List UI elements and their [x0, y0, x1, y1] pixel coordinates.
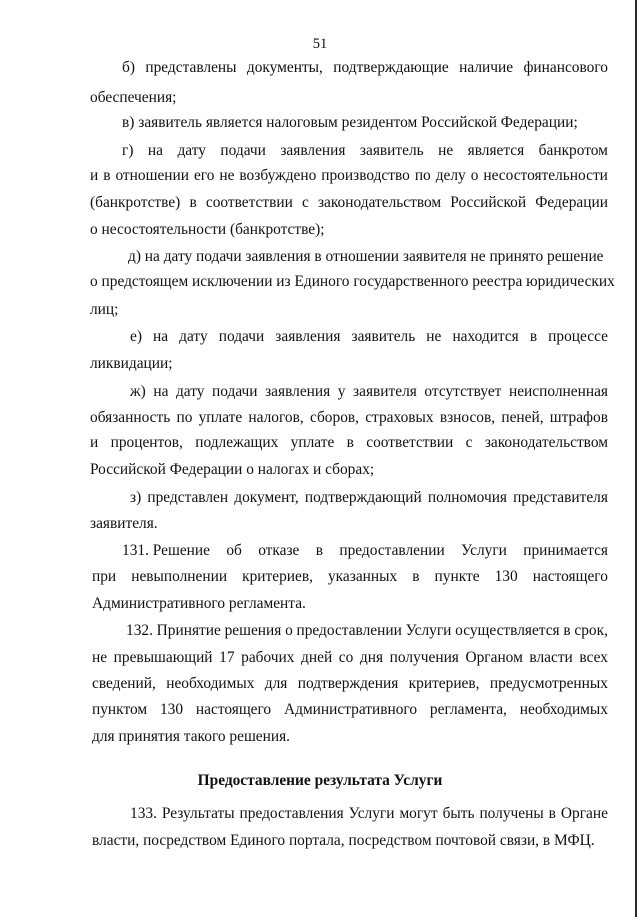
word: об — [226, 542, 242, 559]
word: подтверждения — [297, 675, 399, 692]
word: принимается — [523, 542, 608, 559]
word: в — [346, 434, 354, 451]
word: несостоятельности — [483, 167, 608, 184]
word: получены — [479, 805, 544, 822]
word: сведений, — [92, 675, 156, 692]
word: Принятие — [156, 622, 221, 639]
text-line: власти, посредством Единого портала, посредством почтовой связи, в МФЦ. — [92, 832, 595, 849]
word: регламента, — [429, 701, 507, 718]
text-line — [126, 621, 608, 641]
word: дату — [175, 383, 205, 400]
word: пункте — [434, 568, 480, 585]
word: г) — [122, 142, 134, 159]
word: дату — [177, 142, 206, 159]
text-line — [92, 700, 608, 720]
word: на — [153, 328, 169, 345]
word: Результаты — [161, 805, 235, 822]
word: 133. — [130, 805, 157, 822]
text-line — [122, 141, 608, 161]
word: не — [219, 167, 235, 184]
word: возбуждено — [239, 167, 317, 184]
word: законодательством — [317, 194, 442, 211]
word: заявления — [265, 383, 331, 400]
word: о — [285, 622, 293, 639]
text-line: ликвидации; — [90, 355, 173, 372]
text-line — [92, 674, 608, 694]
word: налогов, — [248, 409, 304, 426]
word: заявителя — [353, 383, 417, 400]
text-line — [92, 648, 608, 668]
word: процессе — [548, 328, 608, 345]
word: на — [147, 142, 163, 159]
word: 130 — [159, 701, 184, 718]
word: подачи — [220, 142, 266, 159]
word: на — [153, 383, 169, 400]
word: Административного — [284, 701, 418, 718]
word: Услуги — [461, 542, 507, 559]
word: подачи — [218, 328, 265, 345]
word: в — [412, 568, 420, 585]
word: в — [315, 542, 324, 559]
text-line — [130, 804, 608, 824]
word: необходимых — [166, 675, 255, 692]
text-line — [130, 382, 608, 402]
word: дней — [301, 649, 333, 666]
word: в — [548, 805, 556, 822]
word: наличие — [459, 59, 514, 76]
word: 131. Решение — [122, 542, 210, 559]
word: Услуги — [348, 805, 395, 822]
word: является — [467, 142, 525, 159]
text-line — [130, 327, 608, 347]
word: в — [563, 622, 571, 639]
text-line: Российской Федерации о налогах и сборах; — [90, 461, 375, 478]
word: уплате — [198, 409, 243, 426]
text-line: о предстоящем исключении из Единого государственного реестра юридических — [90, 273, 615, 290]
word: невыполнении — [131, 568, 228, 585]
word: дату — [179, 328, 208, 345]
word: дня — [359, 649, 384, 666]
word: его — [193, 167, 215, 184]
word: соответствии — [205, 194, 293, 211]
word: делу — [435, 167, 466, 184]
word: быть — [442, 805, 475, 822]
word: пунктом — [92, 701, 148, 718]
text-line: д) на дату подачи заявления в отношении заявителя не принято решение — [128, 248, 604, 265]
word: предусмотренных — [489, 675, 608, 692]
text-line: в) заявитель является налоговым резидентом Российской Федерации; — [122, 114, 578, 131]
word: взносов, — [439, 409, 496, 426]
word: могут — [399, 805, 438, 822]
word: заявления — [275, 328, 341, 345]
word: и — [90, 434, 99, 451]
word: власти — [529, 649, 573, 666]
word: по — [414, 167, 431, 184]
text-line — [90, 433, 608, 453]
section-heading: Предоставление результата Услуги — [197, 772, 443, 789]
word: не — [92, 649, 108, 666]
word: Органом — [465, 649, 523, 666]
word: решения — [224, 622, 282, 639]
word: процентов, — [110, 434, 183, 451]
word: документы, — [246, 59, 323, 76]
word: отказе — [258, 542, 300, 559]
word: производство — [321, 167, 410, 184]
word: со — [338, 649, 354, 666]
word: обязанность — [90, 409, 171, 426]
word: осуществляется — [455, 622, 560, 639]
word: пеней, — [501, 409, 544, 426]
word: е) — [130, 328, 142, 345]
word: з) — [130, 489, 142, 506]
word: подачи — [212, 383, 258, 400]
word: соответствии — [366, 434, 454, 451]
text-line — [90, 166, 608, 186]
word: предоставлении — [339, 542, 445, 559]
word: представлен — [147, 489, 229, 506]
word: у — [337, 383, 346, 400]
word: по — [176, 409, 193, 426]
word: документ, — [234, 489, 299, 506]
word: заявления — [280, 142, 346, 159]
word: подтверждающие — [333, 59, 449, 76]
word: 132. — [126, 622, 153, 639]
word: при — [92, 568, 117, 585]
word: финансового — [523, 59, 608, 76]
word: предоставления — [239, 805, 344, 822]
word: законодательством — [484, 434, 608, 451]
word: о — [470, 167, 479, 184]
word: с — [465, 434, 473, 451]
word: представлены — [145, 59, 237, 76]
word: и — [90, 167, 99, 184]
word: настоящего — [532, 568, 608, 585]
word: предоставлении — [296, 622, 402, 639]
word: в — [103, 167, 111, 184]
word: срок, — [574, 622, 608, 639]
word: отсутствует — [424, 383, 502, 400]
text-line — [130, 488, 608, 508]
word: Российской — [450, 194, 527, 211]
text-line: заявителя. — [90, 515, 158, 532]
text-line: лиц; — [90, 301, 119, 318]
word: с — [301, 194, 309, 211]
word: подлежащих — [195, 434, 279, 451]
word: ж) — [130, 383, 146, 400]
word: превышающий — [113, 649, 213, 666]
word: неисполненная — [508, 383, 608, 400]
word: штрафов — [549, 409, 608, 426]
text-line: о несостоятельности (банкротстве); — [90, 221, 325, 238]
word: уплате — [290, 434, 335, 451]
word: указанных — [327, 568, 398, 585]
text-line — [122, 58, 608, 78]
word: отношении — [115, 167, 189, 184]
word: заявитель — [351, 328, 416, 345]
word: полномочия — [427, 489, 508, 506]
word: всех — [579, 649, 608, 666]
word: критериев, — [408, 675, 480, 692]
word: рабочих — [241, 649, 295, 666]
text-line: для принятия такого решения. — [92, 728, 291, 745]
word: Органе — [560, 805, 608, 822]
text-line: Административного регламента. — [92, 595, 306, 612]
text-line: обеспечения; — [90, 89, 177, 106]
word: необходимых — [519, 701, 608, 718]
word: банкротом — [538, 142, 608, 159]
word: Услуги — [405, 622, 452, 639]
word: в — [529, 328, 538, 345]
word: не — [438, 142, 454, 159]
word: 17 — [219, 649, 235, 666]
word: представителя — [513, 489, 608, 506]
word: заявитель — [359, 142, 424, 159]
word: получения — [389, 649, 459, 666]
text-line — [92, 567, 608, 587]
word: Федерации — [535, 194, 608, 211]
text-line — [122, 541, 608, 561]
word: находится — [452, 328, 519, 345]
word: б) — [122, 59, 135, 76]
text-line — [90, 193, 608, 213]
word: в — [189, 194, 197, 211]
word: сборов, — [309, 409, 360, 426]
word: страховых — [365, 409, 434, 426]
text-line — [90, 408, 608, 428]
word: настоящего — [195, 701, 272, 718]
page-number: 51 — [312, 36, 328, 52]
word: 130 — [494, 568, 518, 585]
word: для — [264, 675, 288, 692]
word: (банкротстве) — [90, 194, 181, 211]
word: подтверждающий — [304, 489, 422, 506]
word: критериев, — [242, 568, 313, 585]
word: не — [426, 328, 442, 345]
